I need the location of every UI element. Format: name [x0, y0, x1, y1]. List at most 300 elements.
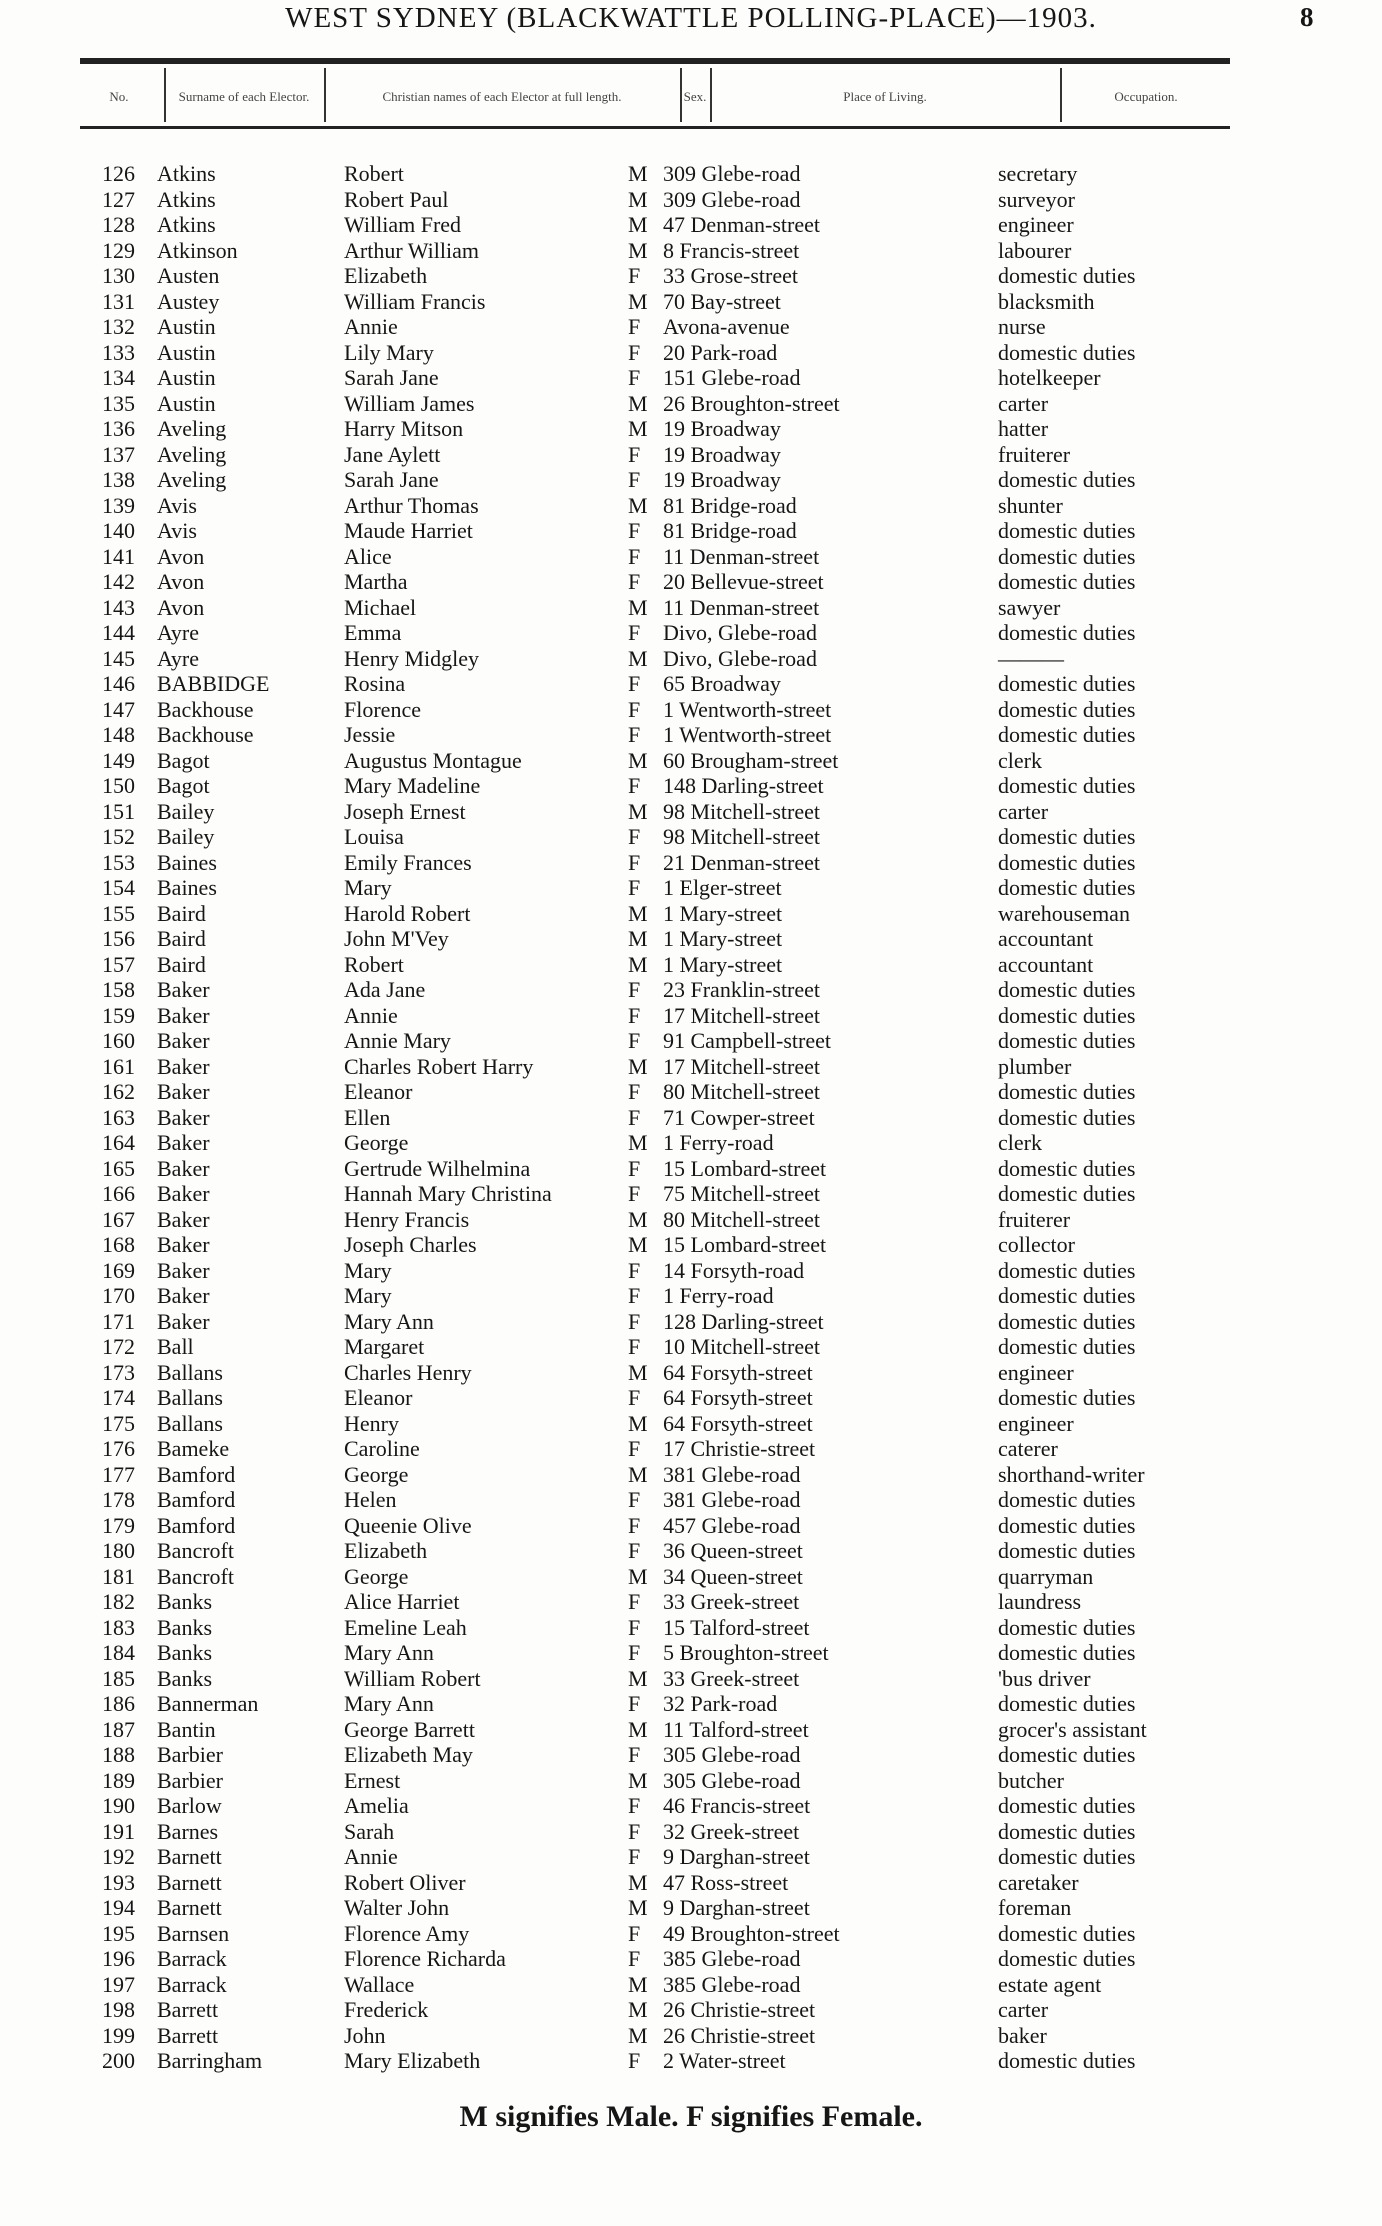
table-row: [0, 1079, 1382, 1105]
elector-occupation: domestic duties: [998, 1028, 1136, 1053]
elector-christian-names: Gertrude Wilhelmina: [344, 1155, 531, 1181]
elector-occupation: domestic duties: [998, 1104, 1136, 1130]
elector-surname: Backhouse: [157, 696, 254, 722]
elector-sex: F: [628, 977, 641, 1002]
elector-place: 19 Broadway: [663, 467, 781, 492]
elector-surname: Barlow: [157, 1793, 222, 1818]
elector-sex: M: [628, 2022, 648, 2048]
elector-place: 98 Mitchell-street: [663, 798, 821, 824]
table-row: [0, 671, 1382, 697]
table-row: [0, 2023, 1382, 2049]
elector-sex: F: [628, 671, 641, 696]
elector-sex: F: [628, 365, 641, 390]
elector-surname: Bailey: [157, 824, 215, 849]
elector-surname: Austin: [157, 339, 216, 365]
elector-place: 1 Mary-street: [663, 926, 783, 951]
elector-number: 185: [102, 1665, 135, 1691]
elector-occupation: carter: [998, 1997, 1049, 2022]
table-row: [0, 391, 1382, 417]
table-row: [0, 799, 1382, 825]
elector-place: 64 Forsyth-street: [663, 1385, 813, 1410]
elector-sex: F: [628, 1844, 641, 1869]
elector-number: 171: [102, 1308, 135, 1334]
elector-surname: Banks: [157, 1614, 212, 1640]
elector-christian-names: Sarah Jane: [344, 365, 439, 390]
elector-christian-names: Martha: [344, 569, 408, 594]
elector-number: 140: [102, 518, 135, 543]
elector-surname: Banks: [157, 1665, 212, 1691]
elector-christian-names: Robert Oliver: [344, 1869, 466, 1895]
elector-occupation: shorthand-writer: [998, 1461, 1145, 1487]
elector-occupation: domestic duties: [998, 339, 1136, 365]
elector-christian-names: Elizabeth: [344, 1538, 428, 1563]
elector-number: 159: [102, 1002, 135, 1028]
elector-place: 26 Broughton-street: [663, 390, 840, 416]
table-row: [0, 1768, 1382, 1794]
elector-surname: Austey: [157, 288, 220, 314]
elector-surname: Baker: [157, 1206, 210, 1232]
elector-place: 64 Forsyth-street: [663, 1359, 813, 1385]
elector-sex: F: [628, 314, 641, 339]
elector-occupation: domestic duties: [998, 1002, 1136, 1028]
elector-number: 167: [102, 1206, 135, 1232]
elector-christian-names: William James: [344, 390, 475, 416]
elector-place: 17 Mitchell-street: [663, 1053, 821, 1079]
elector-place: 23 Franklin-street: [663, 977, 821, 1002]
elector-surname: Baird: [157, 900, 206, 926]
elector-surname: Baker: [157, 1283, 210, 1308]
elector-sex: F: [628, 824, 641, 849]
table-row: [0, 1895, 1382, 1921]
elector-surname: Ballans: [157, 1359, 223, 1385]
elector-surname: Barrack: [157, 1946, 227, 1971]
elector-sex: M: [628, 1716, 648, 1742]
elector-occupation: domestic duties: [998, 620, 1136, 645]
table-row: [0, 238, 1382, 264]
elector-christian-names: Joseph Ernest: [344, 798, 466, 824]
elector-christian-names: Elizabeth: [344, 263, 428, 288]
elector-surname: Baker: [157, 1130, 210, 1155]
elector-christian-names: Harold Robert: [344, 900, 471, 926]
elector-number: 131: [102, 288, 135, 314]
table-row: [0, 365, 1382, 391]
elector-surname: Bamford: [157, 1461, 236, 1487]
elector-surname: Baker: [157, 1308, 210, 1334]
elector-place: 15 Lombard-street: [663, 1155, 827, 1181]
elector-occupation: domestic duties: [998, 722, 1136, 747]
elector-sex: F: [628, 441, 641, 467]
elector-christian-names: Sarah: [344, 1818, 395, 1844]
elector-sex: M: [628, 237, 648, 263]
elector-number: 155: [102, 900, 135, 926]
elector-occupation: sawyer: [998, 594, 1061, 620]
elector-surname: Baker: [157, 1028, 210, 1053]
elector-surname: Aveling: [157, 416, 227, 441]
elector-surname: Bancroft: [157, 1563, 234, 1589]
elector-surname: Bameke: [157, 1436, 230, 1461]
table-row: [0, 1054, 1382, 1080]
elector-surname: Aveling: [157, 467, 227, 492]
elector-occupation: secretary: [998, 161, 1078, 186]
elector-place: 91 Campbell-street: [663, 1028, 832, 1053]
elector-sex: F: [628, 1079, 641, 1104]
elector-sex: M: [628, 390, 648, 416]
elector-occupation: domestic duties: [998, 1487, 1136, 1512]
elector-place: 26 Christie-street: [663, 2022, 816, 2048]
elector-number: 186: [102, 1691, 135, 1716]
elector-occupation: domestic duties: [998, 696, 1136, 722]
elector-place: 75 Mitchell-street: [663, 1181, 821, 1206]
elector-sex: F: [628, 1793, 641, 1818]
elector-number: 129: [102, 237, 135, 263]
elector-place: 17 Mitchell-street: [663, 1002, 821, 1028]
column-header-christian-names: Christian names of each Elector at full length.: [382, 89, 622, 104]
elector-occupation: domestic duties: [998, 671, 1136, 696]
elector-sex: M: [628, 1410, 648, 1436]
elector-surname: Barringham: [157, 2048, 263, 2073]
table-row: [0, 1487, 1382, 1513]
elector-place: 46 Francis-street: [663, 1793, 811, 1818]
table-row: [0, 1181, 1382, 1207]
elector-christian-names: John: [344, 2022, 386, 2048]
elector-occupation: butcher: [998, 1767, 1064, 1793]
elector-christian-names: Mary Ann: [344, 1640, 434, 1665]
elector-sex: F: [628, 263, 641, 288]
elector-place: 128 Darling-street: [663, 1308, 824, 1334]
elector-number: 165: [102, 1155, 135, 1181]
elector-place: 457 Glebe-road: [663, 1512, 801, 1538]
elector-surname: Aveling: [157, 441, 227, 467]
elector-number: 163: [102, 1104, 135, 1130]
elector-sex: F: [628, 773, 641, 798]
elector-surname: Atkinson: [157, 237, 238, 263]
table-row: [0, 161, 1382, 187]
elector-number: 161: [102, 1053, 135, 1079]
elector-surname: Barnett: [157, 1869, 222, 1895]
page-title: WEST SYDNEY (BLACKWATTLE POLLING-PLACE)—1903.: [285, 2, 1097, 34]
elector-place: 17 Christie-street: [663, 1436, 816, 1461]
elector-sex: F: [628, 722, 641, 747]
elector-place: 33 Grose-street: [663, 263, 799, 288]
elector-sex: F: [628, 1283, 641, 1308]
elector-number: 138: [102, 467, 135, 492]
elector-christian-names: Ada Jane: [344, 977, 426, 1002]
elector-sex: M: [628, 1767, 648, 1793]
elector-place: 385 Glebe-road: [663, 1971, 801, 1997]
table-row: [0, 187, 1382, 213]
elector-occupation: blacksmith: [998, 288, 1095, 314]
table-row: [0, 926, 1382, 952]
elector-surname: Backhouse: [157, 722, 254, 747]
elector-number: 169: [102, 1257, 135, 1283]
elector-sex: M: [628, 926, 648, 951]
table-row: [0, 1589, 1382, 1615]
elector-number: 172: [102, 1334, 135, 1359]
table-row: [0, 467, 1382, 493]
elector-christian-names: Charles Robert Harry: [344, 1053, 534, 1079]
elector-sex: M: [628, 1563, 648, 1589]
elector-number: 144: [102, 620, 135, 645]
elector-number: 177: [102, 1461, 135, 1487]
elector-number: 134: [102, 365, 135, 390]
elector-place: 20 Park-road: [663, 339, 778, 365]
table-row: [0, 1615, 1382, 1641]
elector-christian-names: Eleanor: [344, 1385, 413, 1410]
elector-number: 130: [102, 263, 135, 288]
elector-place: 98 Mitchell-street: [663, 824, 821, 849]
elector-christian-names: Robert: [344, 161, 404, 186]
elector-occupation: shunter: [998, 492, 1063, 518]
table-row: [0, 1258, 1382, 1284]
elector-place: 81 Bridge-road: [663, 492, 797, 518]
elector-sex: M: [628, 492, 648, 518]
table-row: [0, 1003, 1382, 1029]
footer-note: M signifies Male. F signifies Female.: [459, 2100, 923, 2133]
elector-surname: Banks: [157, 1640, 212, 1665]
elector-surname: Baines: [157, 875, 217, 900]
table-row: [0, 442, 1382, 468]
elector-christian-names: Caroline: [344, 1436, 420, 1461]
elector-christian-names: Mary: [344, 875, 392, 900]
elector-christian-names: Eleanor: [344, 1079, 413, 1104]
elector-occupation: caretaker: [998, 1869, 1079, 1895]
elector-place: 381 Glebe-road: [663, 1487, 801, 1512]
elector-sex: M: [628, 1665, 648, 1691]
column-header-surname: Surname of each Elector.: [178, 89, 310, 104]
elector-sex: M: [628, 186, 648, 212]
elector-number: 133: [102, 339, 135, 365]
elector-list: [0, 161, 1382, 2074]
elector-number: 179: [102, 1512, 135, 1538]
elector-number: 192: [102, 1844, 135, 1869]
column-header-row: [80, 68, 1230, 129]
elector-occupation: carter: [998, 798, 1049, 824]
elector-christian-names: George Barrett: [344, 1716, 475, 1742]
elector-occupation: surveyor: [998, 186, 1075, 212]
elector-christian-names: Ellen: [344, 1104, 391, 1130]
elector-occupation: domestic duties: [998, 875, 1136, 900]
elector-place: 80 Mitchell-street: [663, 1206, 821, 1232]
elector-occupation: carter: [998, 390, 1049, 416]
elector-place: 305 Glebe-road: [663, 1742, 801, 1767]
elector-number: 180: [102, 1538, 135, 1563]
elector-place: 32 Greek-street: [663, 1818, 800, 1844]
elector-surname: Barrack: [157, 1971, 227, 1997]
elector-sex: M: [628, 1971, 648, 1997]
elector-number: 148: [102, 722, 135, 747]
elector-christian-names: William Robert: [344, 1665, 481, 1691]
elector-place: 309 Glebe-road: [663, 186, 801, 212]
elector-surname: Bancroft: [157, 1538, 234, 1563]
elector-occupation: accountant: [998, 926, 1094, 951]
elector-place: 11 Denman-street: [663, 594, 820, 620]
elector-place: 5 Broughton-street: [663, 1640, 829, 1665]
elector-surname: Austin: [157, 314, 216, 339]
table-row: [0, 518, 1382, 544]
elector-sex: M: [628, 212, 648, 237]
elector-occupation: domestic duties: [998, 1538, 1136, 1563]
elector-surname: Atkins: [157, 161, 216, 186]
elector-place: 14 Forsyth-road: [663, 1257, 805, 1283]
elector-sex: F: [628, 1028, 641, 1053]
table-row: [0, 977, 1382, 1003]
elector-sex: F: [628, 1691, 641, 1716]
table-row: [0, 824, 1382, 850]
elector-occupation: domestic duties: [998, 1742, 1136, 1767]
elector-sex: M: [628, 951, 648, 977]
elector-place: 2 Water-street: [663, 2048, 786, 2073]
table-row: [0, 1105, 1382, 1131]
elector-number: 162: [102, 1079, 135, 1104]
elector-surname: Barrett: [157, 2022, 219, 2048]
elector-sex: M: [628, 1461, 648, 1487]
elector-place: 60 Brougham-street: [663, 747, 839, 773]
elector-christian-names: Elizabeth May: [344, 1742, 473, 1767]
elector-surname: Barnett: [157, 1895, 222, 1920]
table-row: [0, 1411, 1382, 1437]
table-row: [0, 1462, 1382, 1488]
elector-place: 1 Elger-street: [663, 875, 782, 900]
elector-sex: F: [628, 1538, 641, 1563]
elector-surname: Ayre: [157, 620, 199, 645]
elector-number: 197: [102, 1971, 135, 1997]
table-row: [0, 263, 1382, 289]
elector-number: 149: [102, 747, 135, 773]
elector-occupation: fruiterer: [998, 1206, 1071, 1232]
elector-surname: Atkins: [157, 186, 216, 212]
header-rule: [80, 58, 1230, 64]
elector-place: 8 Francis-street: [663, 237, 800, 263]
elector-christian-names: Florence Richarda: [344, 1946, 506, 1971]
table-row: [0, 620, 1382, 646]
elector-place: 1 Ferry-road: [663, 1283, 774, 1308]
elector-occupation: domestic duties: [998, 543, 1136, 569]
elector-number: 139: [102, 492, 135, 518]
elector-number: 199: [102, 2022, 135, 2048]
elector-christian-names: Frederick: [344, 1997, 429, 2022]
table-row: [0, 1844, 1382, 1870]
elector-christian-names: Emeline Leah: [344, 1614, 467, 1640]
elector-place: 33 Greek-street: [663, 1589, 800, 1614]
elector-sex: M: [628, 594, 648, 620]
elector-place: 47 Denman-street: [663, 212, 820, 237]
elector-christian-names: Mary Ann: [344, 1691, 434, 1716]
elector-christian-names: Annie: [344, 1844, 398, 1869]
elector-christian-names: Mary: [344, 1257, 392, 1283]
table-row: [0, 1666, 1382, 1692]
elector-christian-names: Arthur William: [344, 237, 479, 263]
elector-occupation: domestic duties: [998, 1181, 1136, 1206]
elector-occupation: grocer's assistant: [998, 1716, 1147, 1742]
table-row: [0, 544, 1382, 570]
elector-christian-names: Charles Henry: [344, 1359, 472, 1385]
elector-place: 33 Greek-street: [663, 1665, 800, 1691]
table-row: [0, 1921, 1382, 1947]
elector-surname: Baird: [157, 926, 206, 951]
elector-number: 145: [102, 645, 135, 671]
elector-number: 166: [102, 1181, 135, 1206]
elector-surname: Avon: [157, 569, 205, 594]
elector-sex: F: [628, 1946, 641, 1971]
elector-number: 127: [102, 186, 135, 212]
elector-sex: F: [628, 518, 641, 543]
elector-number: 198: [102, 1997, 135, 2022]
elector-sex: F: [628, 2048, 641, 2073]
elector-christian-names: William Fred: [344, 212, 462, 237]
elector-occupation: domestic duties: [998, 1614, 1136, 1640]
table-row: [0, 773, 1382, 799]
elector-christian-names: Louisa: [344, 824, 404, 849]
elector-number: 141: [102, 543, 135, 569]
elector-surname: Bailey: [157, 798, 215, 824]
elector-sex: F: [628, 849, 641, 875]
table-row: [0, 1717, 1382, 1743]
table-row: [0, 289, 1382, 315]
elector-occupation: domestic duties: [998, 1818, 1136, 1844]
elector-surname: Barnett: [157, 1844, 222, 1869]
table-row: [0, 595, 1382, 621]
elector-christian-names: Jane Aylett: [344, 441, 441, 467]
elector-surname: Barrett: [157, 1997, 219, 2022]
elector-occupation: domestic duties: [998, 1308, 1136, 1334]
table-row: [0, 1742, 1382, 1768]
elector-number: 137: [102, 441, 135, 467]
elector-surname: Avon: [157, 594, 205, 620]
table-row: [0, 1640, 1382, 1666]
table-row: [0, 722, 1382, 748]
elector-occupation: domestic duties: [998, 1257, 1136, 1283]
table-row: [0, 1870, 1382, 1896]
elector-christian-names: John M'Vey: [344, 926, 449, 951]
elector-place: 36 Queen-street: [663, 1538, 803, 1563]
elector-surname: Austen: [157, 263, 220, 288]
elector-number: 132: [102, 314, 135, 339]
table-row: [0, 901, 1382, 927]
table-row: [0, 1946, 1382, 1972]
table-row: [0, 1385, 1382, 1411]
elector-place: 49 Broughton-street: [663, 1920, 840, 1946]
elector-number: 146: [102, 671, 135, 696]
table-row: [0, 1130, 1382, 1156]
elector-place: 385 Glebe-road: [663, 1946, 801, 1971]
elector-christian-names: George: [344, 1130, 409, 1155]
table-row: [0, 1436, 1382, 1462]
table-row: [0, 1283, 1382, 1309]
elector-occupation: domestic duties: [998, 263, 1136, 288]
elector-christian-names: Alice: [344, 543, 392, 569]
table-row: [0, 1513, 1382, 1539]
elector-surname: Baker: [157, 1155, 210, 1181]
elector-sex: F: [628, 1002, 641, 1028]
elector-place: 1 Wentworth-street: [663, 696, 832, 722]
elector-christian-names: Hannah Mary Christina: [344, 1181, 552, 1206]
elector-surname: Barnes: [157, 1818, 219, 1844]
elector-occupation: domestic duties: [998, 1920, 1136, 1946]
elector-number: 182: [102, 1589, 135, 1614]
elector-christian-names: William Francis: [344, 288, 486, 314]
elector-christian-names: Annie Mary: [344, 1028, 451, 1053]
elector-number: 184: [102, 1640, 135, 1665]
elector-place: 381 Glebe-road: [663, 1461, 801, 1487]
elector-number: 156: [102, 926, 135, 951]
elector-occupation: quarryman: [998, 1563, 1094, 1589]
elector-surname: Baker: [157, 1181, 210, 1206]
elector-number: 190: [102, 1793, 135, 1818]
elector-christian-names: Alice Harriet: [344, 1589, 460, 1614]
elector-occupation: domestic duties: [998, 569, 1136, 594]
elector-place: 15 Lombard-street: [663, 1232, 827, 1257]
elector-sex: F: [628, 467, 641, 492]
